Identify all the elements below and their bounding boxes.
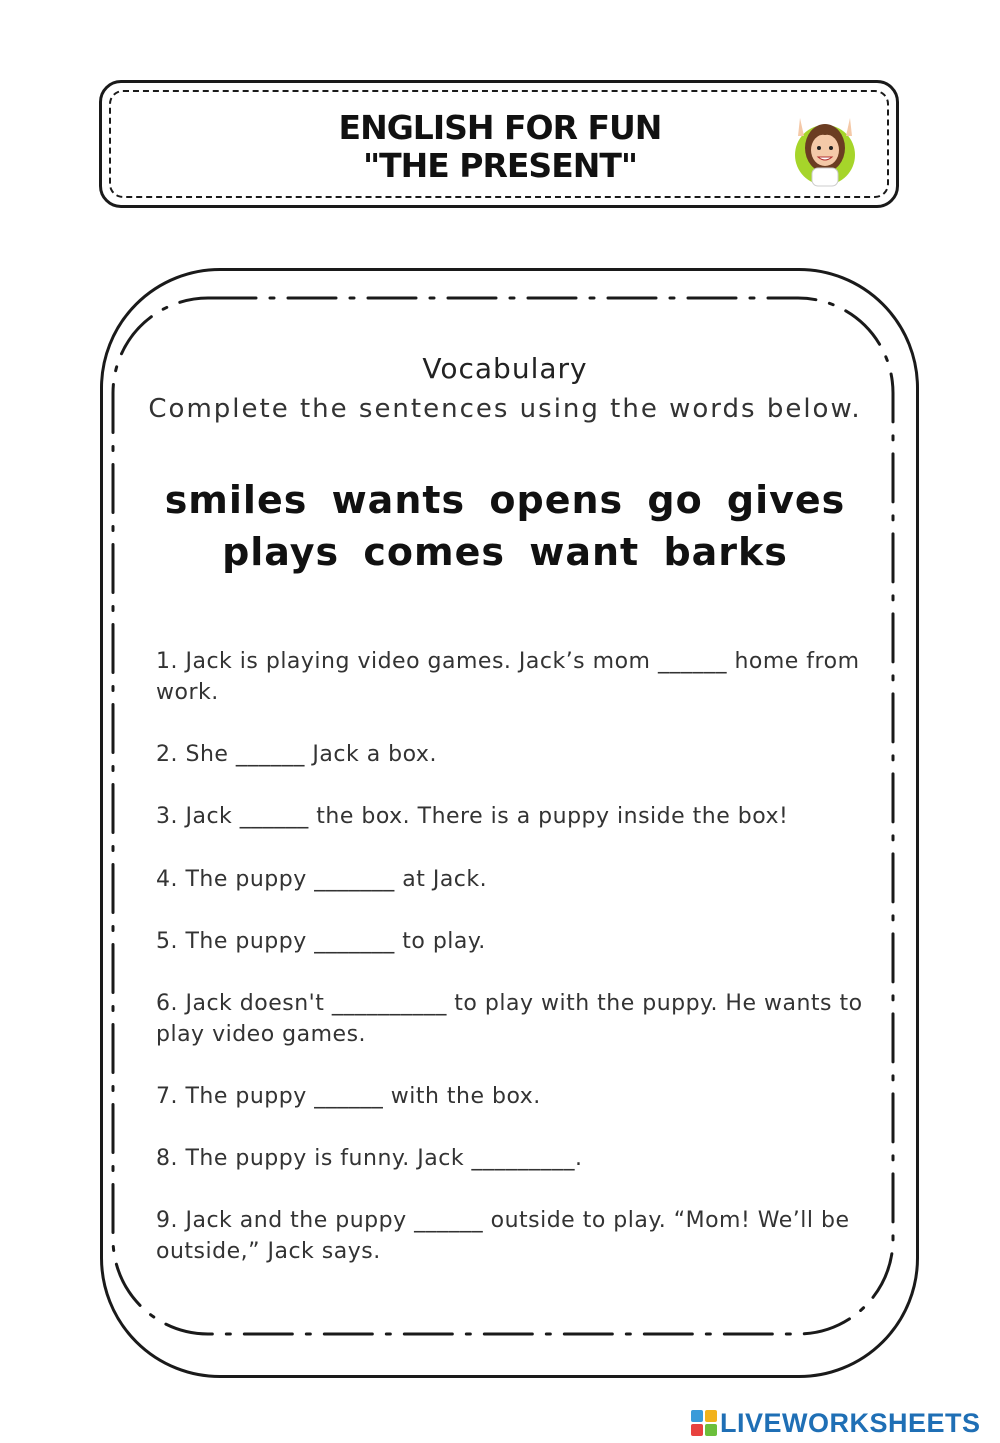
instruction-text: Complete the sentences using the words below.	[148, 394, 862, 424]
question-8: 8. The puppy is funny. Jack _________.	[156, 1146, 583, 1171]
section-title: Vocabulary	[422, 352, 588, 385]
question-2: 2. She ______ Jack a box.	[156, 742, 437, 767]
word-bank-row-2: plays comes want barks	[222, 530, 788, 574]
liveworksheets-logo-icon	[690, 1409, 720, 1437]
question-3: 3. Jack ______ the box. There is a puppy inside the box!	[156, 804, 789, 829]
liveworksheets-logo	[690, 1408, 981, 1438]
worksheet-subtitle: "THE PRESENT"	[362, 146, 638, 185]
question-4: 4. The puppy _______ at Jack.	[156, 867, 488, 892]
question-5: 5. The puppy _______ to play.	[156, 929, 486, 954]
question-1: 1. Jack is playing video games. Jack’s mom ______ home from work.	[156, 649, 860, 705]
logo-text: LIVEWORKSHEETS	[720, 1407, 981, 1438]
question-7: 7. The puppy ______ with the box.	[156, 1084, 541, 1109]
worksheet-title: ENGLISH FOR FUN	[338, 108, 662, 147]
question-6: 6. Jack doesn't __________ to play with the puppy. He wants to play video games.	[156, 991, 863, 1047]
word-bank-row-1: smiles wants opens go gives	[164, 478, 846, 522]
question-9: 9. Jack and the puppy ______ outside to play. “Mom! We’ll be outside,” Jack says.	[156, 1208, 850, 1264]
